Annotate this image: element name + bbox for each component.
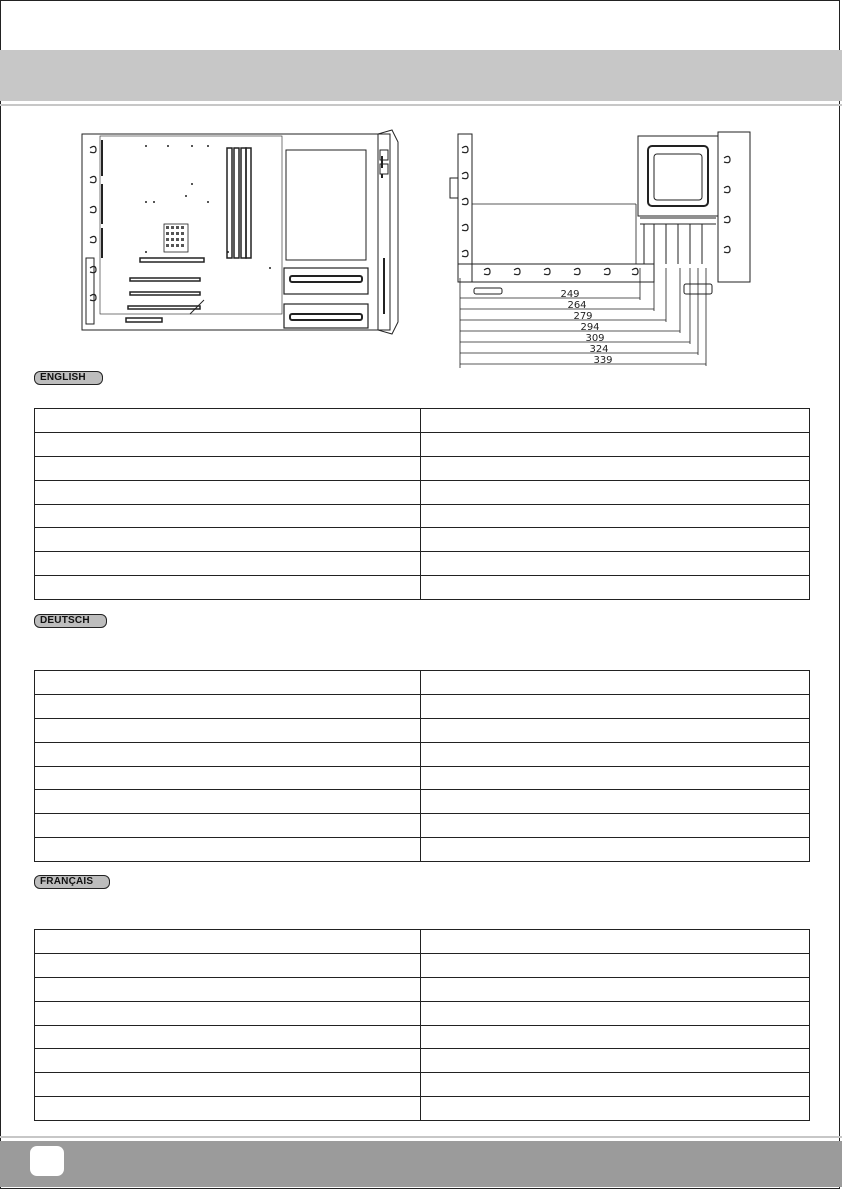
table-cell-label	[35, 742, 421, 766]
header-band	[0, 50, 842, 101]
table-cell-label	[35, 552, 421, 576]
table-cell-label	[35, 694, 421, 718]
table-cell-label	[35, 480, 421, 504]
table-row	[35, 1025, 810, 1049]
table-row	[35, 930, 810, 954]
case-side-view-diagram	[80, 128, 410, 338]
dimension-label: 279	[573, 311, 593, 322]
table-cell-label	[35, 528, 421, 552]
table-row	[35, 1001, 810, 1025]
table-cell-value	[421, 1097, 810, 1121]
table-cell-value	[421, 552, 810, 576]
table-cell-label	[35, 1049, 421, 1073]
table-cell-label	[35, 504, 421, 528]
table-row	[35, 790, 810, 814]
table-cell-label	[35, 409, 421, 433]
table-cell-label	[35, 456, 421, 480]
table-cell-value	[421, 1073, 810, 1097]
dimension-label: 309	[585, 333, 605, 344]
table-row	[35, 552, 810, 576]
table-cell-value	[421, 814, 810, 838]
table-cell-value	[421, 1001, 810, 1025]
table-cell-label	[35, 718, 421, 742]
table-cell-label	[35, 977, 421, 1001]
table-cell-value	[421, 480, 810, 504]
table-cell-value	[421, 953, 810, 977]
table-row	[35, 456, 810, 480]
table-cell-value	[421, 718, 810, 742]
table-row	[35, 718, 810, 742]
page-number-badge	[30, 1146, 64, 1176]
table-cell-value	[421, 1049, 810, 1073]
table-cell-label	[35, 671, 421, 695]
table-row	[35, 480, 810, 504]
deutsch-spec-table	[34, 670, 810, 862]
table-row	[35, 576, 810, 600]
table-cell-label	[35, 766, 421, 790]
table-cell-value	[421, 694, 810, 718]
table-cell-value	[421, 838, 810, 862]
footer-band	[0, 1141, 842, 1187]
table-cell-value	[421, 790, 810, 814]
table-cell-label	[35, 1025, 421, 1049]
dimension-label: 294	[580, 322, 600, 333]
english-spec-table	[34, 408, 810, 600]
dimension-diagram	[440, 128, 760, 378]
table-cell-value	[421, 528, 810, 552]
table-row	[35, 671, 810, 695]
table-cell-label	[35, 790, 421, 814]
table-cell-value	[421, 766, 810, 790]
dimension-label: 324	[589, 344, 609, 355]
table-cell-label	[35, 838, 421, 862]
table-cell-label	[35, 953, 421, 977]
table-row	[35, 528, 810, 552]
table-row	[35, 1049, 810, 1073]
table-cell-label	[35, 576, 421, 600]
table-row	[35, 977, 810, 1001]
table-cell-value	[421, 930, 810, 954]
table-row	[35, 838, 810, 862]
table-row	[35, 1073, 810, 1097]
table-cell-value	[421, 456, 810, 480]
dimension-label: 264	[567, 300, 587, 311]
table-cell-label	[35, 432, 421, 456]
english-language-tag: ENGLISH	[34, 371, 103, 385]
table-cell-value	[421, 671, 810, 695]
table-row	[35, 766, 810, 790]
table-cell-label	[35, 1073, 421, 1097]
table-row	[35, 953, 810, 977]
table-cell-value	[421, 409, 810, 433]
table-row	[35, 694, 810, 718]
table-row	[35, 814, 810, 838]
dimension-label: 339	[593, 355, 613, 366]
table-cell-value	[421, 977, 810, 1001]
deutsch-language-tag: DEUTSCH	[34, 614, 107, 628]
table-cell-label	[35, 1001, 421, 1025]
table-cell-value	[421, 742, 810, 766]
table-cell-value	[421, 1025, 810, 1049]
table-cell-value	[421, 504, 810, 528]
table-row	[35, 504, 810, 528]
table-cell-label	[35, 1097, 421, 1121]
table-row	[35, 432, 810, 456]
table-cell-value	[421, 576, 810, 600]
table-cell-label	[35, 930, 421, 954]
table-cell-label	[35, 814, 421, 838]
header-divider	[0, 104, 842, 106]
francais-language-tag: FRANÇAIS	[34, 875, 110, 889]
footer-divider	[0, 1136, 842, 1138]
dimension-label: 249	[560, 289, 580, 300]
table-row	[35, 742, 810, 766]
table-row	[35, 1097, 810, 1121]
table-cell-value	[421, 432, 810, 456]
francais-spec-table	[34, 929, 810, 1121]
table-row	[35, 409, 810, 433]
